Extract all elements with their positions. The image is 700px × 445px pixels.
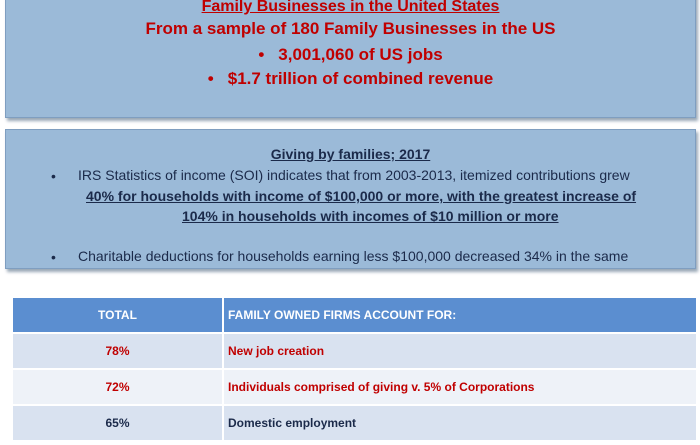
row-total: 78%	[13, 332, 224, 368]
bullet-icon: •	[207, 69, 214, 88]
box2-bullet1-text: IRS Statistics of income (SOI) indicates that from 2003-2013, itemized contributions grew	[78, 167, 630, 183]
table-row	[13, 332, 696, 368]
box1-bullet-revenue	[6, 69, 695, 89]
bullet-icon: •	[51, 168, 56, 184]
table-row	[13, 404, 696, 440]
row-description: Individuals comprised of giving v. 5% of Corporations	[224, 368, 696, 404]
family-firms-table	[13, 298, 696, 440]
row-description: New job creation	[224, 332, 696, 368]
row-description: Domestic employment	[224, 404, 696, 440]
bullet-text: $1.7 trillion of combined revenue	[227, 69, 494, 88]
box1-subtitle: From a sample of 180 Family Businesses in the US	[145, 19, 556, 38]
header-total: TOTAL	[13, 298, 224, 332]
bullet-icon: •	[258, 45, 265, 64]
row-total: 65%	[13, 404, 224, 440]
box2-bullet1-highlight-line1: 40% for households with income of $100,000 or more, with the greatest increase of	[86, 188, 637, 204]
row-total: 72%	[13, 368, 224, 404]
table-header-row	[13, 298, 696, 332]
box2-heading: Giving by families; 2017	[270, 146, 431, 162]
bullet-text: 3,001,060 of US jobs	[278, 45, 443, 64]
family-business-box	[5, 0, 696, 118]
box1-title: Family Businesses in the United States	[201, 0, 500, 15]
giving-by-families-box	[5, 129, 696, 269]
table-row	[13, 368, 696, 404]
bullet-icon: •	[51, 249, 56, 265]
header-account-for: FAMILY OWNED FIRMS ACCOUNT FOR:	[224, 298, 696, 332]
box2-bullet1-highlight-line2: 104% in households with incomes of $10 million or more	[182, 208, 559, 224]
box2-bullet2-text: Charitable deductions for households earning less $100,000 decreased 34% in the same	[78, 248, 629, 264]
box1-bullet-jobs	[6, 45, 695, 65]
